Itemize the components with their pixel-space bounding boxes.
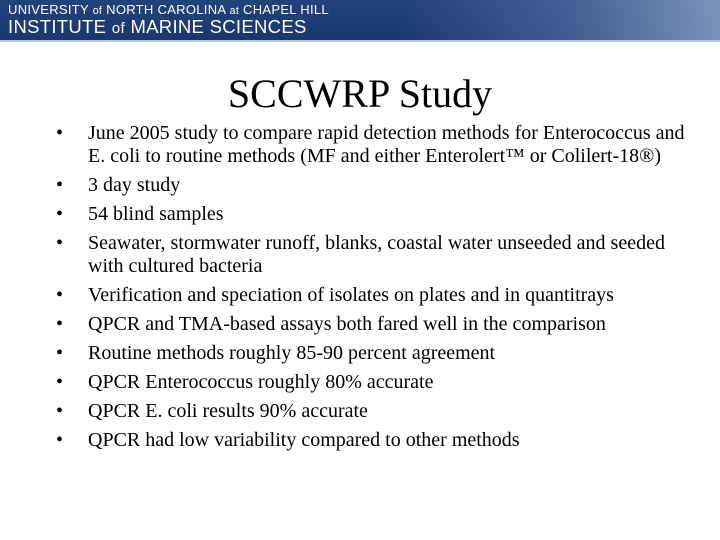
institute-word: INSTITUTE bbox=[8, 16, 107, 37]
of-word-2: of bbox=[111, 20, 125, 37]
bullet-text: Verification and speciation of isolates on plates and in quantitrays bbox=[88, 284, 614, 306]
slide-title: SCCWRP Study bbox=[227, 71, 493, 116]
banner-divider bbox=[0, 40, 720, 42]
bullet-text: Routine methods roughly 85-90 percent agreement bbox=[88, 342, 496, 364]
bullet-text: QPCR E. coli results 90% accurate bbox=[88, 400, 368, 422]
list-item bbox=[56, 400, 696, 423]
university-name bbox=[8, 2, 329, 17]
state-name: NORTH CAROLINA bbox=[106, 2, 226, 17]
university-word: UNIVERSITY bbox=[8, 2, 89, 17]
list-item bbox=[56, 203, 696, 226]
list-item bbox=[56, 174, 696, 197]
bullet-text: 54 blind samples bbox=[88, 203, 224, 225]
campus-name: CHAPEL HILL bbox=[243, 2, 329, 17]
of-word: of bbox=[92, 5, 103, 17]
institute-name bbox=[8, 16, 307, 38]
bullet-icon: • bbox=[56, 174, 64, 196]
bullet-icon: • bbox=[56, 400, 64, 422]
institute-field: MARINE SCIENCES bbox=[130, 16, 307, 37]
list-item bbox=[56, 313, 696, 336]
at-word: at bbox=[229, 5, 240, 17]
bullet-text: June 2005 study to compare rapid detection methods for Enterococcus and E. coli to routine methods (MF and either Enterolert™ or Colilert-18®) bbox=[88, 122, 685, 167]
bullet-text: QPCR had low variability compared to other methods bbox=[88, 429, 520, 451]
bullet-icon: • bbox=[56, 122, 64, 144]
list-item bbox=[56, 232, 696, 278]
bullet-icon: • bbox=[56, 313, 64, 335]
bullet-text: QPCR Enterococcus roughly 80% accurate bbox=[88, 371, 434, 393]
list-item bbox=[56, 371, 696, 394]
institution-banner bbox=[0, 0, 720, 40]
bullet-icon: • bbox=[56, 342, 64, 364]
list-item bbox=[56, 342, 696, 365]
bullet-text: QPCR and TMA-based assays both fared well in the comparison bbox=[88, 313, 606, 335]
bullet-list bbox=[56, 122, 696, 458]
bullet-icon: • bbox=[56, 429, 64, 451]
list-item bbox=[56, 122, 696, 168]
bullet-icon: • bbox=[56, 203, 64, 225]
bullet-text: 3 day study bbox=[88, 174, 181, 196]
bullet-icon: • bbox=[56, 284, 64, 306]
bullet-icon: • bbox=[56, 371, 64, 393]
bullet-text: Seawater, stormwater runoff, blanks, coastal water unseeded and seeded with cultured bacteria bbox=[88, 232, 665, 277]
list-item bbox=[56, 284, 696, 307]
list-item bbox=[56, 429, 696, 452]
bullet-icon: • bbox=[56, 232, 64, 254]
banner-gradient bbox=[400, 0, 720, 40]
